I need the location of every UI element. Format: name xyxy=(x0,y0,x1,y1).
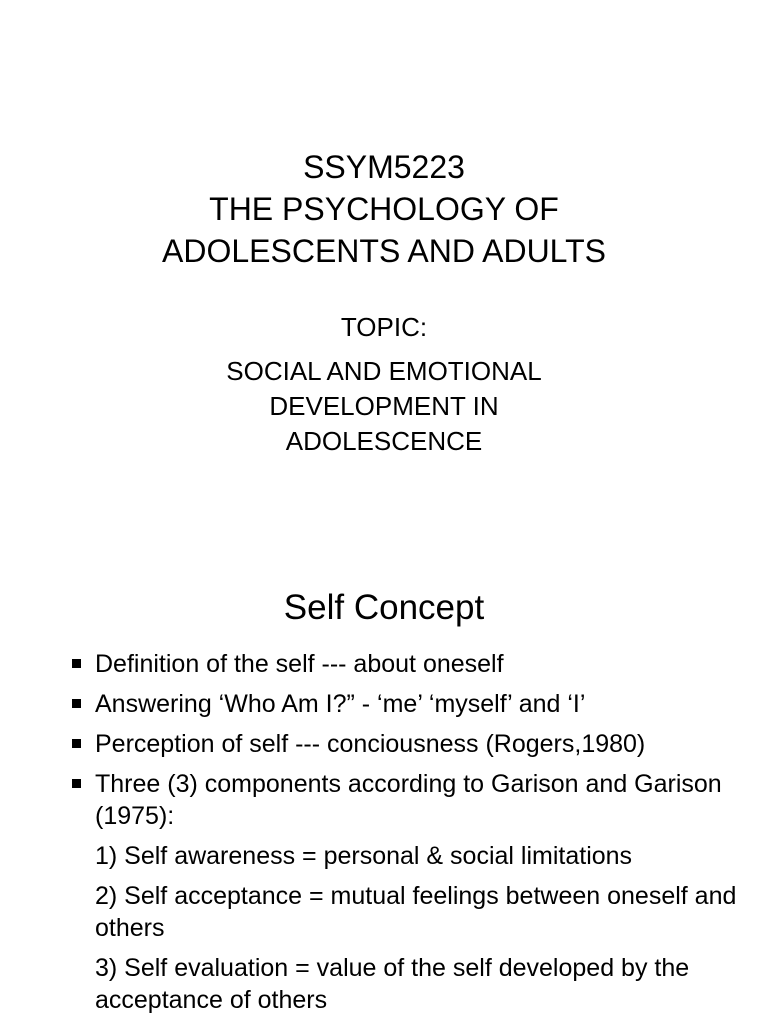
component-item: 3) Self evaluation = value of the self developed by the acceptance of others xyxy=(95,954,690,1014)
bullet-item xyxy=(72,688,752,720)
square-bullet-icon xyxy=(72,739,81,748)
square-bullet-icon xyxy=(72,659,81,668)
bullet-item xyxy=(72,728,752,760)
slide-heading: Self Concept xyxy=(283,588,485,627)
bullet-item xyxy=(72,648,752,680)
square-bullet-icon xyxy=(72,779,81,788)
course-code: SSYM5223 xyxy=(303,149,465,185)
topic-title xyxy=(0,354,768,459)
bullet-text: Definition of the self --- about oneself xyxy=(95,650,504,678)
bullet-text: Answering ‘Who Am I?” - ‘me’ ‘myself’ and ‘I’ xyxy=(95,690,586,718)
component-item: 2) Self acceptance = mutual feelings between oneself and others xyxy=(95,882,737,942)
course-title-line-1: THE PSYCHOLOGY OF xyxy=(209,191,559,227)
topic-line-2: DEVELOPMENT IN xyxy=(269,391,499,421)
topic-line-3: ADOLESCENCE xyxy=(285,426,483,456)
topic-line-1: SOCIAL AND EMOTIONAL xyxy=(226,356,542,386)
bullet-text: Perception of self --- conciousness (Rogers,1980) xyxy=(95,730,646,758)
self-concept-slide xyxy=(0,512,768,1024)
course-title xyxy=(0,146,768,272)
topic-block xyxy=(0,312,768,459)
bullet-text: Three (3) components according to Garison and Garison (1975): xyxy=(95,770,722,830)
course-title-line-2: ADOLESCENTS AND ADULTS xyxy=(162,233,606,269)
component-item: 1) Self awareness = personal & social limitations xyxy=(95,842,633,870)
square-bullet-icon xyxy=(72,699,81,708)
bullet-list xyxy=(72,648,752,1024)
topic-label: TOPIC: xyxy=(340,312,428,342)
bullet-item xyxy=(72,768,752,832)
